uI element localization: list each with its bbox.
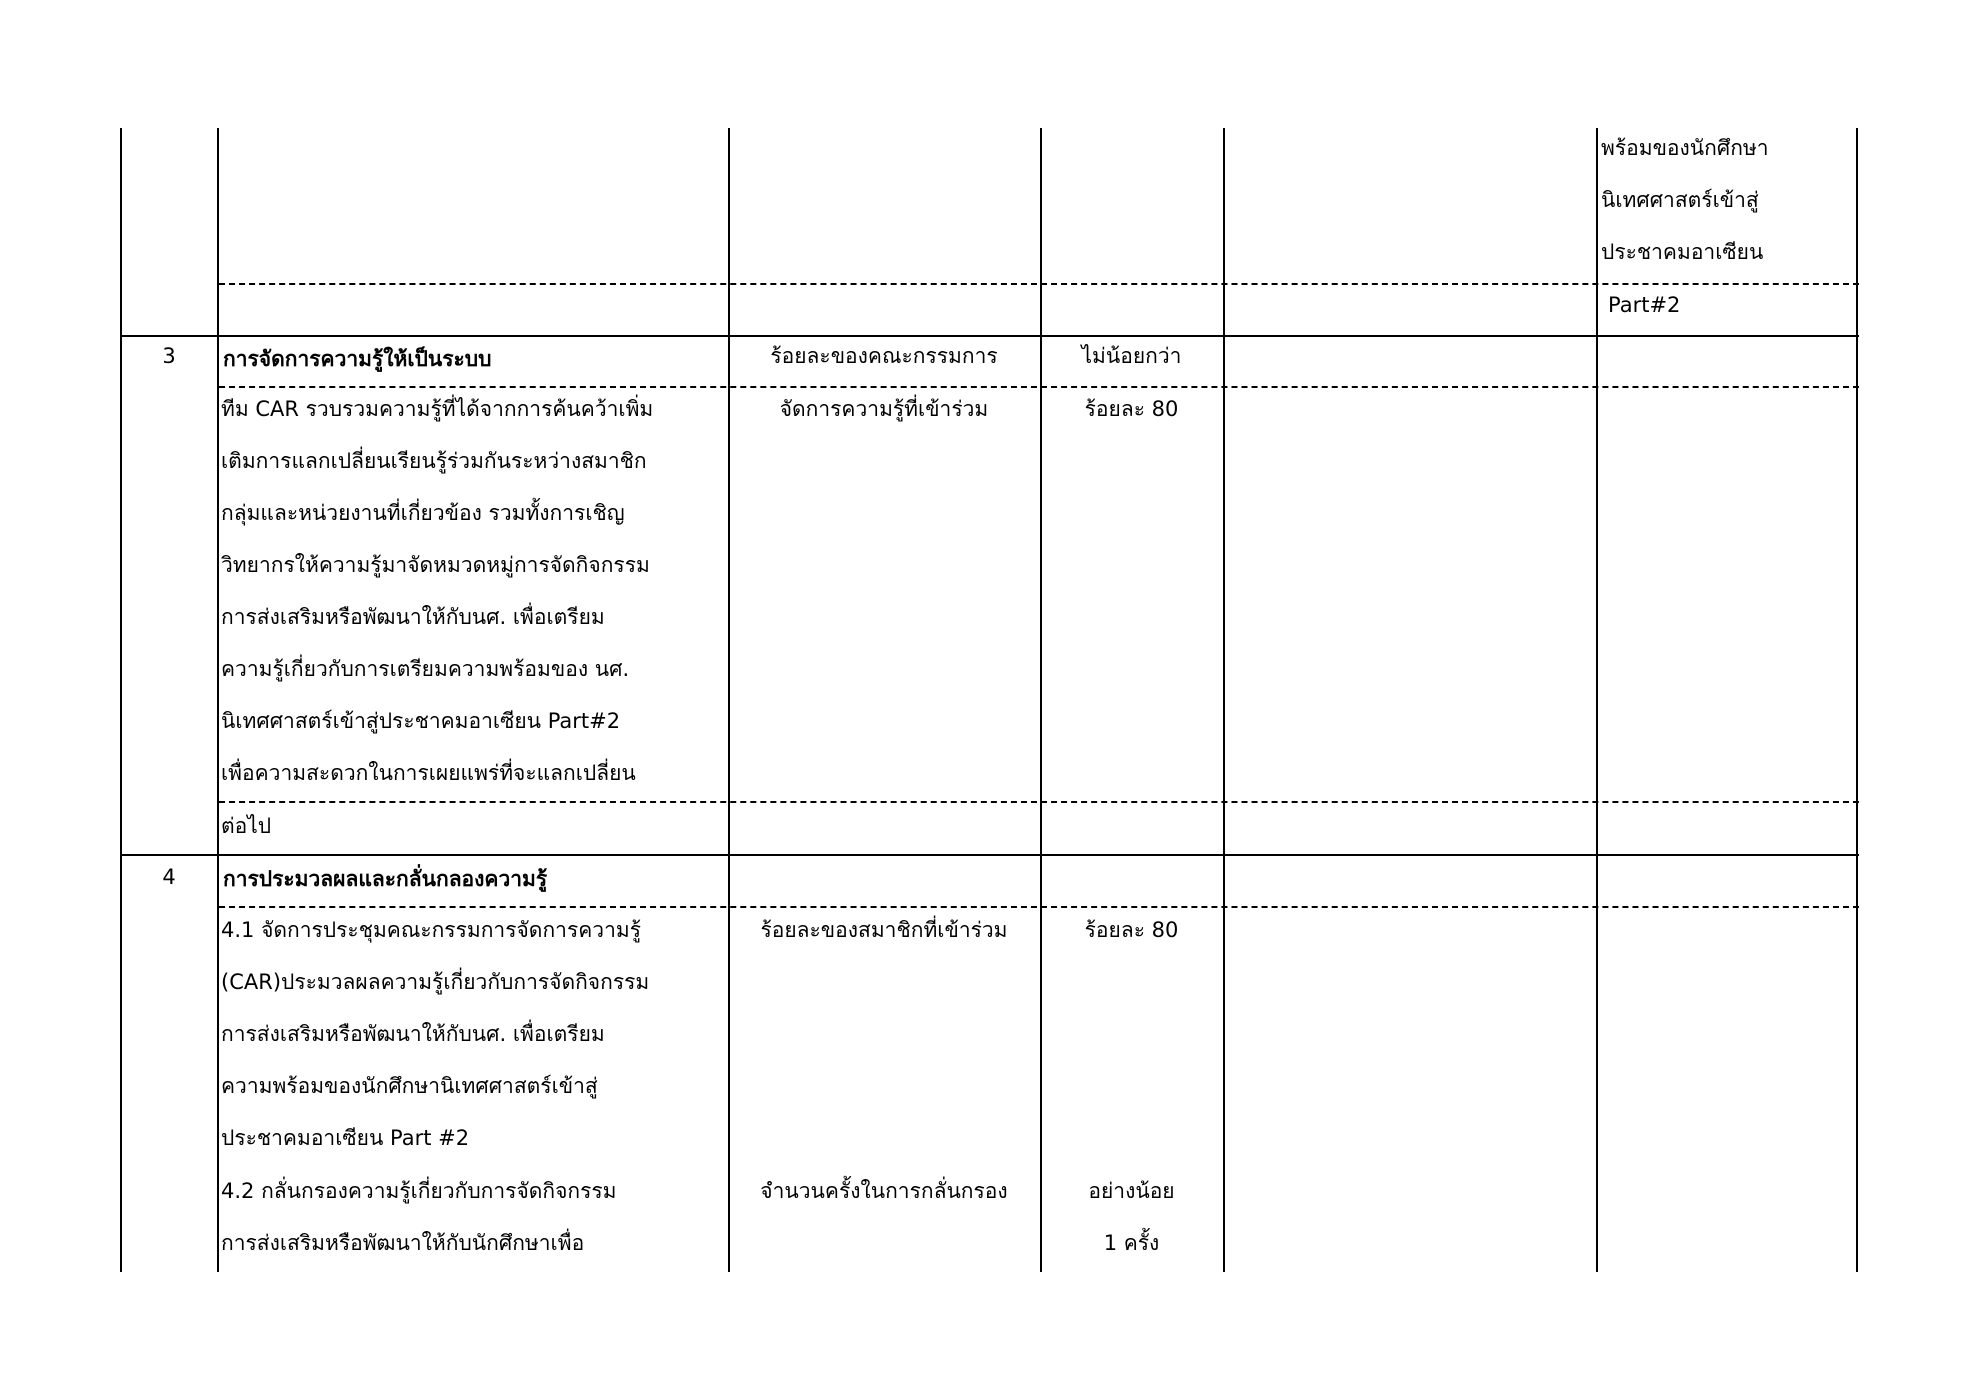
detail-line: เติมการแลกเปลี่ยนเรียนรู้ร่วมกันระหว่างสมาชิก — [221, 449, 647, 473]
detail-line: 4.1 จัดการประชุมคณะกรรมการจัดการความรู้ — [221, 918, 641, 942]
note-line: ประชาคมอาเซียน — [1601, 240, 1764, 264]
detail-line: ประชาคมอาเซียน Part #2 — [221, 1126, 470, 1150]
target-text: อย่างน้อย — [1088, 1179, 1175, 1203]
note-line: นิเทศศาสตร์เข้าสู่ — [1601, 188, 1759, 212]
target-text: ร้อยละ 80 — [1084, 918, 1179, 942]
target-text: ร้อยละ 80 — [1084, 397, 1179, 421]
indicator-text: ร้อยละของสมาชิกที่เข้าร่วม — [760, 918, 1008, 942]
column-line — [120, 128, 122, 1272]
note-line: พร้อมของนักศึกษา — [1601, 136, 1769, 160]
detail-line: นิเทศศาสตร์เข้าสู่ประชาคมอาเซียน Part#2 — [221, 709, 621, 733]
detail-line: การส่งเสริมหรือพัฒนาให้กับนักศึกษาเพื่อ — [221, 1231, 585, 1255]
detail-line: กลุ่มและหน่วยงานที่เกี่ยวข้อง รวมทั้งการเชิญ — [221, 501, 625, 525]
column-line — [1223, 128, 1225, 1272]
row-divider-dashed — [219, 906, 1859, 908]
row-divider-dashed — [219, 801, 1859, 803]
target-text: 1 ครั้ง — [1103, 1231, 1160, 1255]
detail-line: ความรู้เกี่ยวกับการเตรียมความพร้อมของ นศ. — [221, 657, 630, 681]
column-line — [1596, 128, 1598, 1272]
note-part: Part#2 — [1608, 293, 1681, 317]
detail-line: ความพร้อมของนักศึกษานิเทศศาสตร์เข้าสู่ — [221, 1074, 598, 1098]
detail-line: เพื่อความสะดวกในการเผยแพร่ที่จะแลกเปลี่ยน — [221, 761, 636, 785]
detail-line: ทีม CAR รวบรวมความรู้ที่ได้จากการค้นคว้าเพิ่ม — [221, 397, 654, 421]
row-number: 4 — [162, 865, 176, 889]
detail-line: การส่งเสริมหรือพัฒนาให้กับนศ. เพื่อเตรียม — [221, 605, 605, 629]
row-divider-dashed — [219, 386, 1859, 388]
detail-line: 4.2 กลั่นกรองความรู้เกี่ยวกับการจัดกิจกรรม — [221, 1179, 617, 1203]
detail-line: วิทยากรให้ความรู้มาจัดหมวดหมู่การจัดกิจกรรม — [221, 553, 650, 577]
indicator-text: จัดการความรู้ที่เข้าร่วม — [779, 397, 989, 421]
detail-line: ต่อไป — [221, 814, 272, 838]
column-line — [1040, 128, 1042, 1272]
indicator-text: จำนวนครั้งในการกลั่นกรอง — [760, 1179, 1008, 1203]
row-divider — [120, 335, 1859, 337]
column-line — [217, 128, 219, 1272]
row-number: 3 — [162, 344, 176, 368]
row-divider — [120, 854, 1859, 856]
indicator-text: ร้อยละของคณะกรรมการ — [770, 344, 998, 368]
target-text: ไม่น้อยกว่า — [1081, 344, 1182, 368]
column-line — [728, 128, 730, 1272]
column-line — [1856, 128, 1858, 1272]
row-title: การประมวลผลและกลั่นกลองความรู้ — [223, 867, 548, 891]
detail-line: การส่งเสริมหรือพัฒนาให้กับนศ. เพื่อเตรียม — [221, 1022, 605, 1046]
row-divider-dashed — [219, 283, 1859, 285]
row-title: การจัดการความรู้ให้เป็นระบบ — [223, 347, 492, 371]
detail-line: (CAR)ประมวลผลความรู้เกี่ยวกับการจัดกิจกรรม — [221, 970, 650, 994]
